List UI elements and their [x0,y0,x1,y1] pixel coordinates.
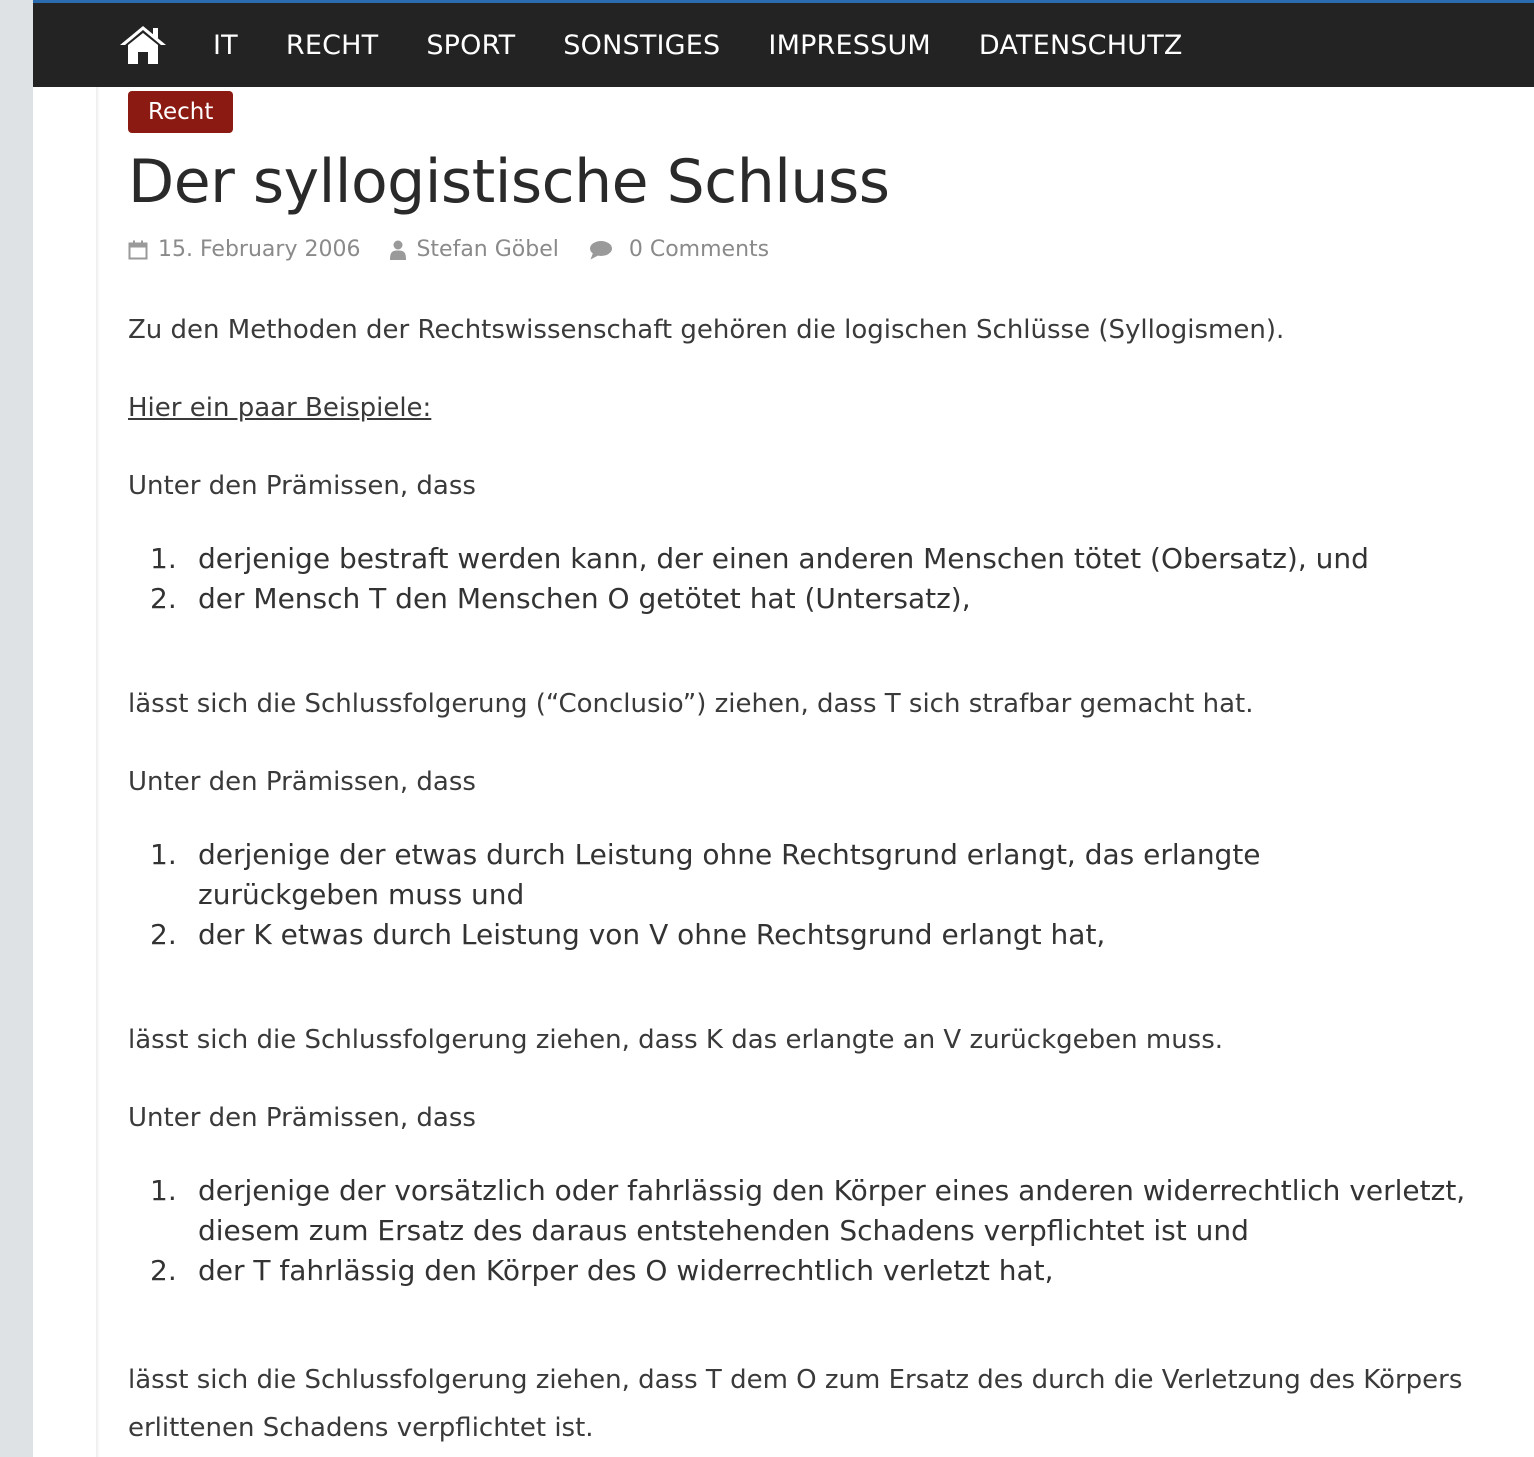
page [33,0,1534,1457]
category-badge[interactable]: Recht [128,91,233,133]
page-title: Der syllogistische Schluss [128,147,890,217]
nav-item-sonstiges[interactable]: SONSTIGES [563,29,721,61]
top-navigation-bar [33,0,1534,87]
article [128,91,1468,1452]
article-body [128,310,1468,1452]
nav-item-sport[interactable]: SPORT [426,29,516,61]
list-item: 2. der T fahrlässig den Körper des O widerrechtlich verletzt hat, [150,1254,1054,1287]
calendar-icon [128,240,148,260]
premise-lead: Unter den Prämissen, dass [128,767,476,797]
post-author[interactable] [390,237,558,262]
list-item: 1. derjenige der vorsätzlich oder fahrlässig den Körper eines anderen widerrechtlich verletzt, diesem zum Ersatz des daraus entstehenden Schadens verpflichtet ist und [150,1174,1466,1247]
post-author-text: Stefan Göbel [416,237,559,262]
examples-heading: Hier ein paar Beispiele: [128,393,432,423]
premise-list [128,539,1468,619]
conclusion-paragraph: lässt sich die Schlussfolgerung (“Conclusio”) ziehen, dass T sich strafbar gemacht hat. [128,689,1254,719]
home-icon[interactable] [117,23,169,67]
nav-item-impressum[interactable]: IMPRESSUM [768,29,931,61]
post-date[interactable] [128,237,360,262]
premise-list [128,1171,1468,1291]
post-comments[interactable] [589,237,769,262]
premise-lead: Unter den Prämissen, dass [128,471,476,501]
main-nav [117,3,1231,87]
premise-list [128,835,1468,955]
conclusion-paragraph: lässt sich die Schlussfolgerung ziehen, dass K das erlangte an V zurückgeben muss. [128,1025,1224,1055]
conclusion-paragraph: lässt sich die Schlussfolgerung ziehen, dass T dem O zum Ersatz des durch die Verletzung des Körpers erlittenen Schadens verpflichtet ist. [128,1365,1463,1443]
nav-item-datenschutz[interactable]: DATENSCHUTZ [978,29,1183,61]
list-item: 1. derjenige bestraft werden kann, der einen anderen Menschen tötet (Obersatz), und [150,542,1369,575]
article-edge [96,87,100,1457]
list-item: 1. derjenige der etwas durch Leistung ohne Rechtsgrund erlangt, das erlangte zurückgeben muss und [150,838,1261,911]
nav-item-recht[interactable]: RECHT [285,29,379,61]
nav-item-it[interactable]: IT [213,29,238,61]
list-item: 2. der K etwas durch Leistung von V ohne Rechtsgrund erlangt hat, [150,918,1106,951]
user-icon [390,240,406,260]
post-comments-text: 0 Comments [628,237,770,262]
intro-paragraph: Zu den Methoden der Rechtswissenschaft gehören die logischen Schlüsse (Syllogismen). [128,315,1285,345]
comment-icon [589,240,613,260]
post-date-text: 15. February 2006 [158,237,361,262]
list-item: 2. der Mensch T den Menschen O getötet hat (Untersatz), [150,582,971,615]
post-meta [128,237,1468,262]
premise-lead: Unter den Prämissen, dass [128,1103,476,1133]
